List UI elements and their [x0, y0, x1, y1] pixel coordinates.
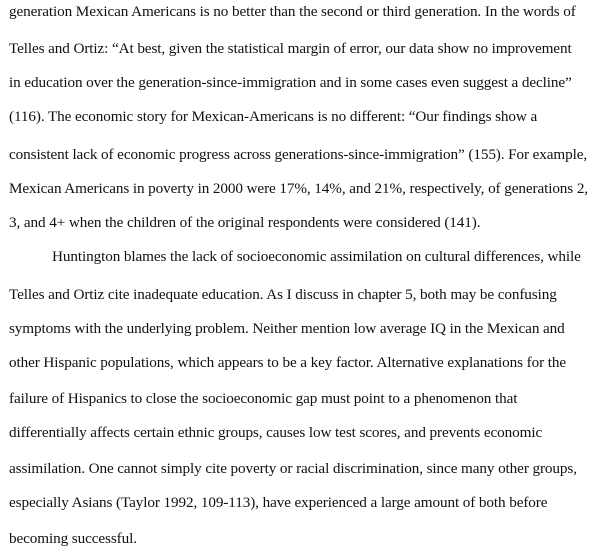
text-line: Telles and Ortiz cite inadequate education. As I discuss in chapter 5, both may be confusing: [9, 286, 557, 303]
text-line: symptoms with the underlying problem. Neither mention low average IQ in the Mexican and: [9, 320, 565, 337]
text-line: failure of Hispanics to close the socioeconomic gap must point to a phenomenon that: [9, 390, 518, 407]
text-line: in education over the generation-since-immigration and in some cases even suggest a decline”: [9, 74, 572, 91]
text-line: especially Asians (Taylor 1992, 109-113), have experienced a large amount of both before: [9, 494, 548, 511]
text-line: 3, and 4+ when the children of the original respondents were considered (141).: [9, 214, 481, 231]
text-line: assimilation. One cannot simply cite poverty or racial discrimination, since many other groups,: [9, 460, 577, 477]
text-line: becoming successful.: [9, 530, 137, 547]
text-line: other Hispanic populations, which appears to be a key factor. Alternative explanations for the: [9, 354, 567, 371]
text-line: Telles and Ortiz: “At best, given the statistical margin of error, our data show no improvement: [9, 40, 572, 57]
paragraph-first-line: Huntington blames the lack of socioeconomic assimilation on cultural differences, while: [52, 248, 581, 265]
text-line: Mexican Americans in poverty in 2000 were 17%, 14%, and 21%, respectively, of generations 2,: [9, 180, 589, 197]
text-line: differentially affects certain ethnic groups, causes low test scores, and prevents economic: [9, 424, 543, 441]
text-line: generation Mexican Americans is no better than the second or third generation. In the words of: [9, 3, 576, 20]
text-line: consistent lack of economic progress across generations-since-immigration” (155). For example,: [9, 146, 588, 163]
text-line: (116). The economic story for Mexican-Americans is no different: “Our findings show a: [9, 108, 538, 125]
